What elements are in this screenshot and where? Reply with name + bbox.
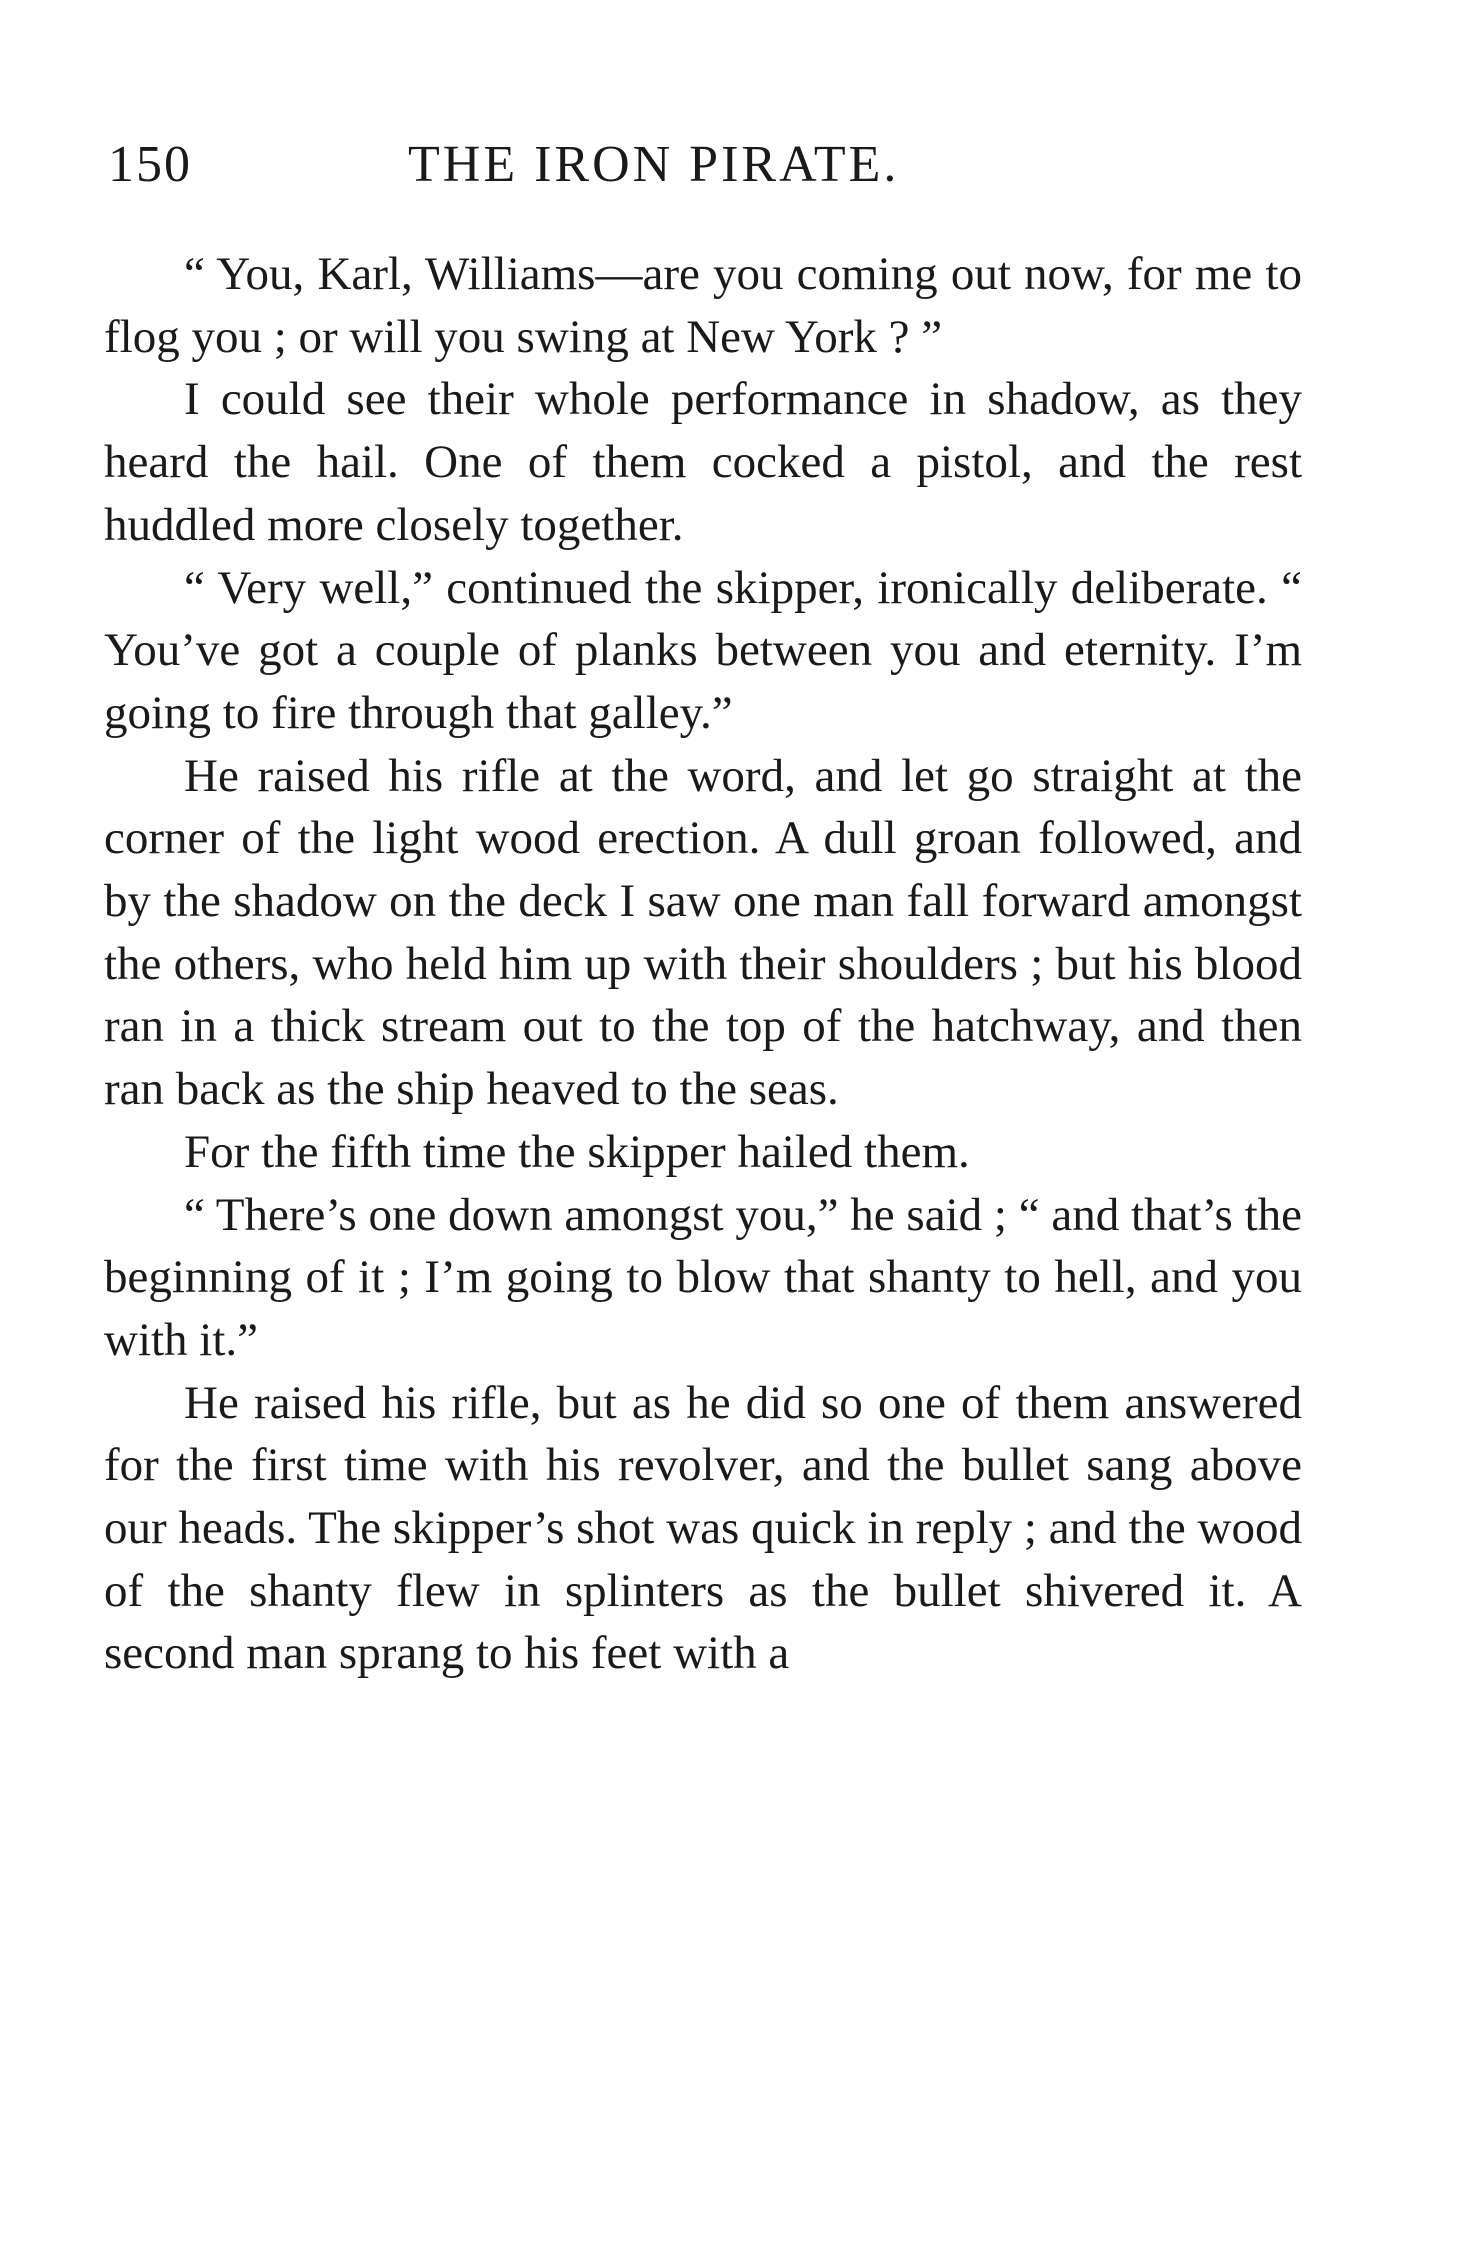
paragraph: He raised his rifle at the word, and let go straight at the corner of the light wood erection. A dull groan followed, and by the shadow on the deck I saw one man fall forward amongst the others, who held him up with their shoulders ; but his blood ran in a thick stream out to the top of the hatchway, and then ran back as the ship heaved to the seas. [104, 749, 1302, 1116]
page-number: 150 [108, 136, 192, 193]
paragraph: For the fifth time the skipper hailed them. [184, 1125, 970, 1178]
running-head [108, 135, 1318, 205]
paragraph: I could see their whole performance in shadow, as they heard the hail. One of them cocked a pistol, and the rest huddled more closely together. [104, 373, 1302, 551]
running-title: THE IRON PIRATE. [408, 136, 900, 193]
paragraph: “ There’s one down amongst you,” he said ; “ and that’s the beginning of it ; I’m going to blow that shanty to hell, and you with it.” [104, 1188, 1302, 1366]
paragraph: “ Very well,” continued the skipper, ironically deliberate. “ You’ve got a couple of planks between you and eternity. I’m going to fire through that galley.” [104, 561, 1302, 739]
paragraph: He raised his rifle, but as he did so one of them answered for the first time with his revolver, and the bullet sang above our heads. The skipper’s shot was quick in reply ; and the wood of the shanty flew in splinters as the bullet shivered it. A second man sprang to his feet with a [104, 1376, 1302, 1680]
paragraph: “ You, Karl, Williams—are you coming out now, for me to flog you ; or will you swing at New York ? ” [104, 248, 1302, 363]
body-text [104, 243, 1302, 1685]
